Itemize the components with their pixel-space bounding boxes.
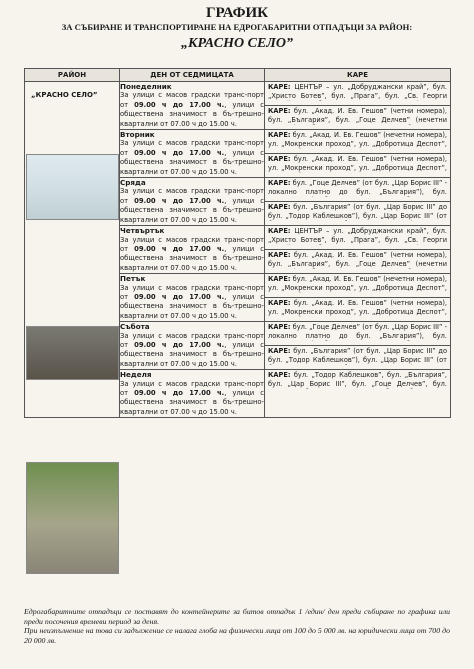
area-streets: бул. „Акад. И. Ев. Гешов” (нечетни номера), ул. „Мокренски проход”, ул. „Добротица Деспот”, <box>268 275 447 292</box>
area-description <box>265 130 450 149</box>
area-cell <box>265 178 451 202</box>
footer-notes <box>24 607 450 645</box>
hours-range: 09.00 ч до 17.00 ч. <box>134 244 225 253</box>
day-name: Събота <box>120 322 150 332</box>
area-lead: КАРЕ: <box>268 347 291 356</box>
area-lead: КАРЕ: <box>268 179 291 188</box>
day-hours-text <box>120 139 264 177</box>
footer-note: Едрогабаритните отпадъци се поставят до контейнерите за битов отпадък 1 /един/ ден преди събиране по графика или преди посочения времеви период за деня. <box>24 607 450 626</box>
area-streets: бул. „България” (от бул. „Цар Борис III” до бул. „Тодор Каблешков”), бул. „Цар Борис III” (от <box>268 203 447 220</box>
day-name: Петък <box>120 274 146 284</box>
footer-note: При неизпълнение на това си задължение се налага глоба на физически лица от 100 до 5 000 лв. на юридически лица от 700 до 20 000 лв. <box>24 626 450 645</box>
day-hours-text <box>120 236 264 274</box>
hours-range: 09.00 ч до 17.00 ч. <box>134 196 225 205</box>
area-lead: КАРЕ: <box>268 227 291 236</box>
area-streets: бул. „България” (от бул. „Цар Борис III” до бул. „Тодор Каблешков”), бул. „Цар Борис III” (от <box>268 347 447 364</box>
area-description <box>265 322 450 341</box>
schedule-body <box>25 82 451 418</box>
document-title: ГРАФИК <box>205 5 269 21</box>
hours-text-before: За улици с масов градски транс-порт от <box>120 91 264 109</box>
area-description <box>265 274 450 293</box>
hours-text-after: , улици с обществена значимост в бъ-трешно-квартални от 07.00 ч до 15.00 ч. <box>120 244 264 272</box>
day-hours-text <box>120 91 264 129</box>
day-name: Понеделник <box>120 82 172 91</box>
area-lead: КАРЕ: <box>268 323 291 332</box>
region-name: „КРАСНО СЕЛО” <box>180 36 294 51</box>
area-lead: КАРЕ: <box>268 131 291 140</box>
area-lead: КАРЕ: <box>268 251 291 260</box>
day-cell <box>120 82 265 130</box>
area-streets: бул. „Акад. И. Ев. Гешов” (нечетни номера), ул. „Мокренски проход”, ул. „Добротица Деспот”, <box>268 131 447 148</box>
table-row <box>25 82 451 106</box>
day-name: Неделя <box>120 370 152 380</box>
day-name: Четвъртък <box>120 226 165 236</box>
hours-text-before: За улици с масов градски транс-порт от <box>120 379 264 397</box>
area-description <box>265 202 450 221</box>
column-header-region: РАЙОН <box>25 69 120 82</box>
area-cell <box>265 154 451 178</box>
hours-text-before: За улици с масов градски транс-порт от <box>120 187 264 205</box>
area-streets: ЦЕНТЪР – ул. „Добруджански край”, бул. „Христо Ботев”, бул. „Прага”, бул. „Св. Георги <box>268 227 447 244</box>
area-cell <box>265 298 451 322</box>
day-name: Вторник <box>120 130 155 140</box>
day-cell <box>120 130 265 178</box>
hours-range: 09.00 ч до 17.00 ч. <box>134 148 225 157</box>
hours-text-after: , улици с обществена значимост в бъ-трешно-квартални от 07.00 ч до 15.00 ч. <box>120 100 264 128</box>
area-cell <box>265 274 451 298</box>
waste-photo <box>26 154 119 220</box>
day-cell <box>120 322 265 370</box>
area-streets: бул. „Акад. И. Ев. Гешов” (четни номера), бул. „България”, бул. „Гоце Делчев” (нечетни <box>268 251 447 268</box>
hours-range: 09.00 ч до 17.00 ч. <box>134 100 225 109</box>
hours-text-before: За улици с масов градски транс-порт от <box>120 283 264 301</box>
area-description <box>265 346 450 365</box>
area-description <box>265 250 450 269</box>
area-cell <box>265 322 451 346</box>
area-cell <box>265 346 451 370</box>
column-header-area: КАРЕ <box>265 69 451 82</box>
area-streets: ЦЕНТЪР – ул. „Добруджански край”, бул. „Христо Ботев”, бул. „Прага”, бул. „Св. Георги <box>268 83 447 100</box>
area-description <box>265 298 450 317</box>
hours-text-after: , улици с обществена значимост в бъ-трешно-квартални от 07.00 ч до 15.00 ч. <box>120 389 264 416</box>
document-subtitle: ЗА СЪБИРАНЕ И ТРАНСПОРТИРАНЕ НА ЕДРОГАБАРИТНИ ОТПАДЪЦИ ЗА РАЙОН: <box>61 22 413 32</box>
hours-text-before: За улици с масов градски транс-порт от <box>120 331 264 349</box>
area-lead: КАРЕ: <box>268 203 291 212</box>
waste-photo <box>26 462 119 574</box>
hours-range: 09.00 ч до 17.00 ч. <box>134 292 225 301</box>
area-description <box>265 82 450 101</box>
hours-text-after: , улици с обществена значимост в бъ-трешно-квартални от 07.00 ч до 15.00 ч. <box>120 196 264 224</box>
area-streets: бул. „Акад. И. Ев. Гешов” (четни номера), ул. „Мокренски проход”, ул. „Добротица Деспот”, <box>268 299 447 316</box>
area-description <box>265 178 450 197</box>
day-cell <box>120 274 265 322</box>
area-description <box>265 370 450 389</box>
area-lead: КАРЕ: <box>268 371 291 380</box>
hours-text-after: , улици с обществена значимост в бъ-трешно-квартални от 07.00 ч до 15.00 ч. <box>120 292 264 320</box>
area-description <box>265 226 450 245</box>
hours-text-before: За улици с масов градски транс-порт от <box>120 235 264 253</box>
table-header-row <box>25 69 451 82</box>
region-label: „КРАСНО СЕЛО” <box>31 91 98 99</box>
area-lead: КАРЕ: <box>268 155 291 164</box>
day-cell <box>120 370 265 418</box>
area-lead: КАРЕ: <box>268 83 291 91</box>
schedule-table <box>24 68 451 418</box>
day-hours-text <box>120 332 264 370</box>
area-cell <box>265 106 451 130</box>
hours-text-before: За улици с масов градски транс-порт от <box>120 139 264 157</box>
area-lead: КАРЕ: <box>268 275 291 284</box>
column-header-day: ДЕН ОТ СЕДМИЦАТА <box>120 69 265 82</box>
area-description <box>265 106 450 125</box>
hours-text-after: , улици с обществена значимост в бъ-трешно-квартални от 07.00 ч до 15.00 ч. <box>120 148 264 176</box>
hours-range: 09.00 ч до 17.00 ч. <box>134 389 225 397</box>
area-streets: бул. „Тодор Каблешков”, бул. „България”, бул. „Цар Борис III”, бул. „Гоце Делчев”, бул. <box>268 371 447 388</box>
area-cell <box>265 202 451 226</box>
hours-range: 09.00 ч до 17.00 ч. <box>134 340 225 349</box>
area-cell <box>265 250 451 274</box>
area-streets: бул. „Акад. И. Ев. Гешов” (четни номера), бул. „България”, бул. „Гоце Делчев” (нечетни <box>268 107 447 124</box>
day-cell <box>120 178 265 226</box>
day-hours-text <box>120 380 264 418</box>
region-cell <box>25 82 120 418</box>
area-cell <box>265 370 451 418</box>
day-hours-text <box>120 284 264 322</box>
day-cell <box>120 226 265 274</box>
area-streets: бул. „Гоце Делчев” (от бул. „Цар Борис III” - локално платно до бул. „България”), бул. <box>268 179 447 196</box>
area-lead: КАРЕ: <box>268 299 291 308</box>
area-cell <box>265 226 451 250</box>
area-cell <box>265 82 451 106</box>
waste-photo <box>26 326 119 380</box>
area-streets: бул. „Гоце Делчев” (от бул. „Цар Борис III” - локално платно до бул. „България”), бул. <box>268 323 447 340</box>
hours-text-after: , улици с обществена значимост в бъ-трешно-квартални от 07.00 ч до 15.00 ч. <box>120 340 264 368</box>
area-lead: КАРЕ: <box>268 107 291 116</box>
area-streets: бул. „Акад. И. Ев. Гешов” (четни номера), ул. „Мокренски проход”, ул. „Добротица Деспот”, <box>268 155 447 172</box>
area-description <box>265 154 450 173</box>
day-name: Сряда <box>120 178 146 188</box>
area-cell <box>265 130 451 154</box>
day-hours-text <box>120 187 264 225</box>
